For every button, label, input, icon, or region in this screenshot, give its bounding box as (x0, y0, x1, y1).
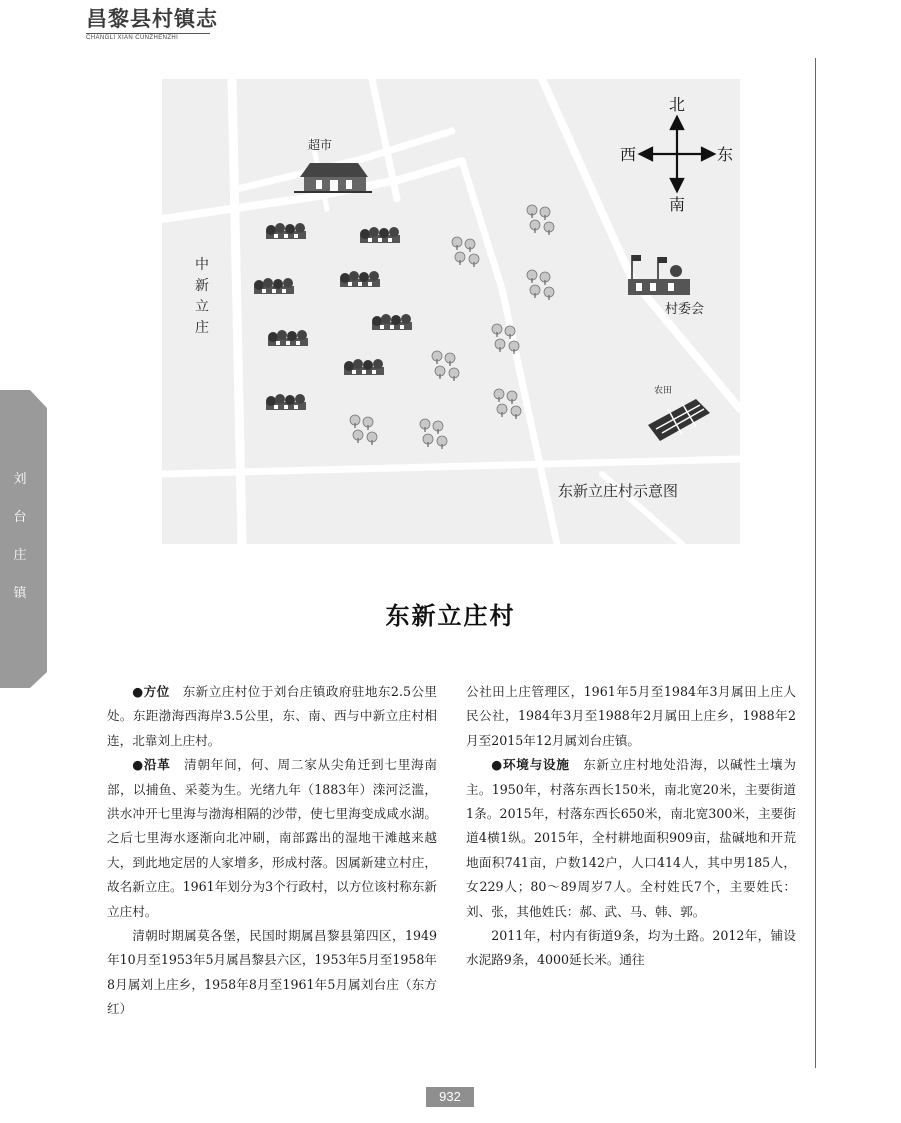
compass-south-label: 南 (668, 195, 686, 214)
farmland-label: 农田 (654, 386, 673, 396)
farmland-icon (648, 399, 710, 441)
book-pinyin: CHANGLI XIAN CUNZHENZHI (86, 35, 179, 41)
book-title: 昌黎县村镇志 (86, 7, 218, 31)
page-number: 932 (426, 1087, 474, 1107)
neighbor-village-label (195, 256, 209, 336)
side-tab-char: 刘 (13, 472, 27, 487)
side-tab-char: 台 (13, 510, 27, 525)
village-map-drawing (162, 79, 740, 544)
text-column-left (107, 680, 437, 1022)
village-committee-icon (628, 255, 690, 295)
committee-label: 村委会 (665, 302, 705, 317)
svg-text:新: 新 (195, 278, 209, 294)
side-tab-char: 镇 (13, 586, 27, 601)
paragraph-environment: ●环境与设施 东新立庄村地处沿海，以碱性土壤为主。1950年，村落东西长150米，南北宽20米，主要街道1条。2015年，村落东西长650米，南北宽300米，主要街道4横1纵。2015年，全村耕地面积909亩，盐碱地和开荒地面积741亩，户数142户，人口414人，其中男185人，女229人；80～89周岁7人。全村姓氏7个，主要姓氏：刘、张，其他姓氏：郝、武、马、韩、郭。 (466, 757, 796, 919)
article-title: 东新立庄村 (385, 601, 516, 630)
side-tab-char: 庄 (13, 548, 27, 563)
map-caption: 东新立庄村示意图 (557, 482, 679, 500)
svg-text:庄: 庄 (195, 320, 209, 336)
paragraph-history: ●沿革 清朝年间，何、周二家从尖角迁到七里海南部，以捕鱼、采菱为生。光绪九年（1883年）滦河泛滥，洪水冲开七里海与渤海相隔的沙带，使七里海变成咸水湖。之后七里海水逐渐向北冲刷，南部露出的湿地干滩越来越大，到此地定居的人家增多，形成村落。因属新建立村庄，故名新立庄。1961年划分为3个行政村，以方位该村称东新立庄村。 (107, 757, 437, 919)
header-rule (86, 33, 210, 34)
paragraph-roads: 2011年，村内有街道9条，均为土路。2012年，铺设水泥路9条，4000延长米。通往 (466, 928, 796, 968)
compass-icon (640, 117, 714, 191)
house-clusters (254, 223, 412, 410)
supermarket-label: 超市 (308, 138, 333, 152)
margin-rule (815, 58, 816, 1068)
svg-text:中: 中 (195, 257, 209, 273)
paragraph-administration-cont: 公社田上庄管理区，1961年5月至1984年3月属田上庄人民公社，1984年3月至1988年2月属田上庄乡，1988年2月至2015年12月属刘台庄镇。 (466, 684, 796, 748)
compass-west-label: 西 (619, 145, 637, 164)
chapter-side-tab (0, 390, 47, 688)
paragraph-administration: 清朝时期属莫各堡，民国时期属昌黎县第四区，1949年10月至1953年5月属昌黎县六区，1953年5月至1958年8月属刘上庄乡，1958年8月至1961年5月属刘台庄（东方红） (107, 928, 437, 1017)
text-column-right (466, 680, 796, 973)
supermarket-icon (294, 163, 372, 192)
village-map (162, 79, 740, 544)
compass-north-label: 北 (668, 95, 686, 114)
svg-text:立: 立 (195, 299, 209, 315)
roads (162, 79, 740, 544)
running-header (86, 6, 218, 41)
compass-east-label: 东 (716, 145, 734, 164)
paragraph-location: ●方位 东新立庄村位于刘台庄镇政府驻地东2.5公里处。东距渤海西海岸3.5公里，东、南、西与中新立庄村相连，北靠刘上庄村。 (107, 684, 437, 748)
